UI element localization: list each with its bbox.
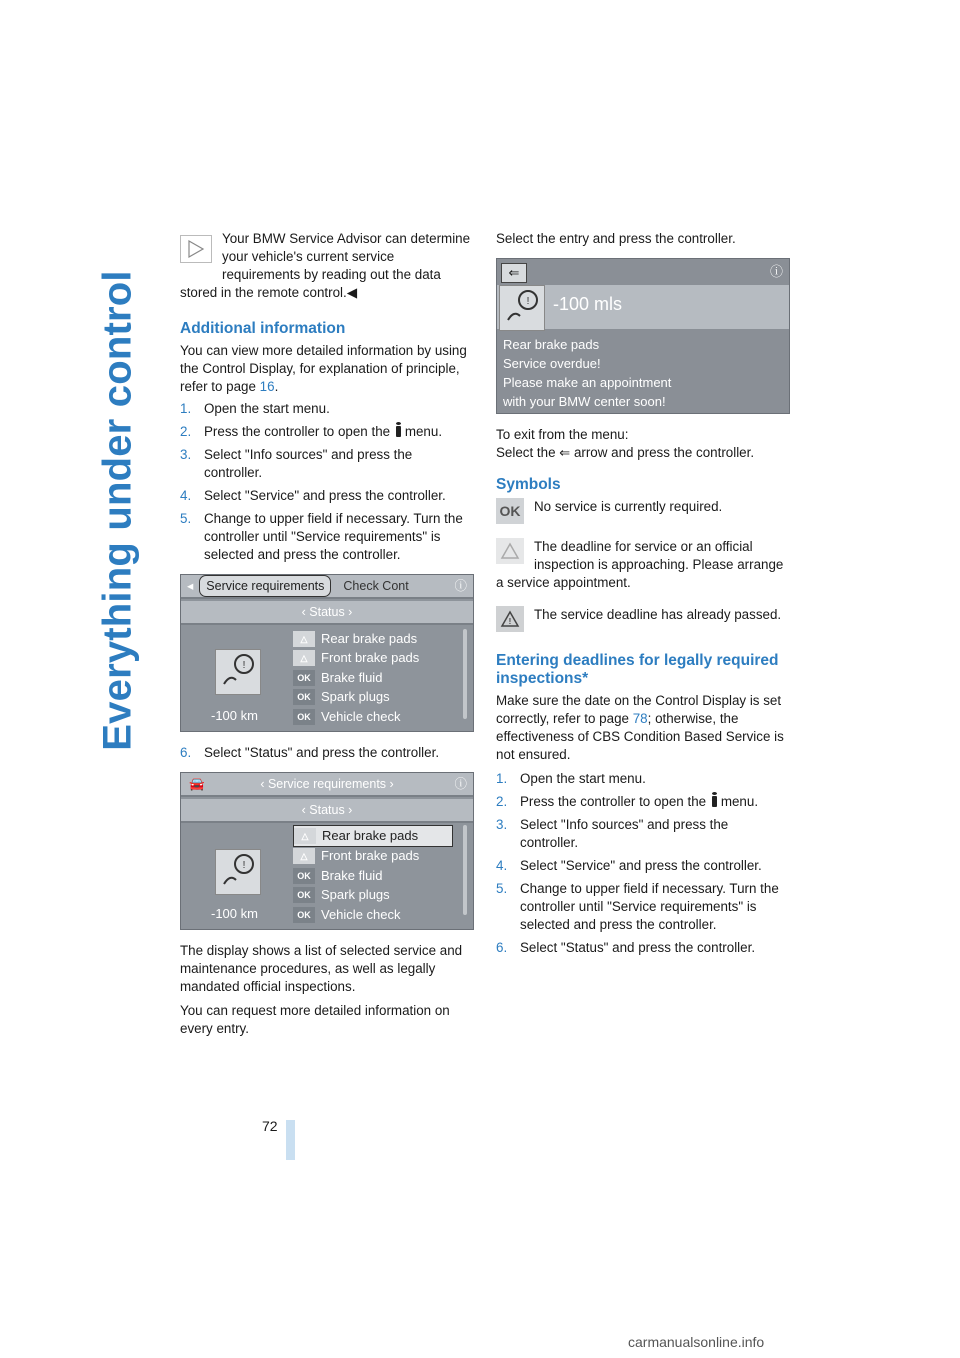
service-list [293,629,453,727]
list-item[interactable]: OK Brake fluid [293,668,453,688]
list-item[interactable]: △ Rear brake pads [293,629,453,649]
watermark: carmanualsonline.info [628,1334,765,1350]
steps-list-right [496,770,790,957]
paragraph-display-shows: The display shows a list of selected service and maintenance procedures, as well as legally mandated official inspections. [180,943,463,994]
ok-icon: OK [293,670,315,686]
status-selector[interactable]: ‹ Status › [301,803,353,817]
car-icon: 🚘 [189,777,205,791]
exit-menu-text: To exit from the menu: Select the ⇐ arrow and press the controller. [496,427,755,460]
list-item[interactable]: OK Brake fluid [293,866,453,886]
info-icon [712,796,717,807]
svg-text:!: ! [242,660,246,671]
warning-triangle-icon: △ [293,650,315,666]
list-item[interactable]: OK Vehicle check [293,905,453,925]
ok-icon: OK [293,709,315,725]
service-requirements-title: ‹ Service requirements › [260,777,394,791]
list-item: 4. Select "Service" and press the controller. [496,858,762,873]
list-item: 6. Select "Status" and press the controller. [496,940,756,955]
list-item[interactable]: △ Front brake pads [293,847,453,867]
warning-triangle-icon: △ [293,631,315,647]
ok-icon: OK [293,887,315,903]
list-item-selected[interactable]: △ Rear brake pads [293,825,453,847]
cbs-service-icon [215,849,261,895]
symbol-ok-row: OK No service is currently required. [496,498,790,528]
step-6-left [180,744,472,762]
right-column [496,230,790,962]
mileage-readout: -100 km [211,708,258,723]
list-item: 3. Select "Info sources" and press the controller. [180,447,413,480]
ok-symbol-icon: OK [496,498,524,524]
cbs-service-icon [215,649,261,695]
list-item: 2. Press the controller to open the menu. [180,424,443,439]
cbs-service-icon [499,285,545,331]
scrollbar[interactable] [463,825,467,915]
info-circle-icon: ⓘ [769,264,783,279]
control-display-screen-status [180,772,474,930]
symbol-overdue-row: ! The service deadline has already passed. [496,606,790,636]
info-icon [396,426,401,437]
heading-symbols: Symbols [496,476,561,493]
symbol-warning-row: The deadline for service or an official inspection is approaching. Please arrange a service appointment. [496,539,784,590]
intro-paragraph: You can view more detailed information by using the Control Display, for explanation of principle, refer to page 16. [180,343,467,394]
service-list [293,825,453,925]
mileage-readout: -100 km [211,906,258,921]
warning-triangle-icon: △ [293,848,315,864]
page-number-bar [286,1120,295,1160]
tab-check-control[interactable]: Check Cont [343,579,409,593]
left-column [180,230,472,1042]
status-selector[interactable]: ‹ Status › [301,605,353,619]
list-item[interactable]: △ Front brake pads [293,649,453,669]
list-item: 2. Press the controller to open the menu. [496,794,759,809]
heading-additional-information: Additional information [180,320,346,337]
ok-icon: OK [293,689,315,705]
list-item: 6. Select "Status" and press the controller. [180,745,440,760]
heading-entering-deadlines: Entering deadlines for legally required inspections* [496,652,779,687]
info-circle-icon: ⓘ [454,777,467,791]
grey-warning-triangle-icon [496,538,524,564]
ok-icon: OK [293,907,315,923]
page-ref-16[interactable]: 16 [259,379,275,394]
paragraph-request-more: You can request more detailed information on every entry. [180,1003,450,1036]
list-item: 5. Change to upper field if necessary. Turn the controller until "Service requirements" is selected and press the controller. [180,511,463,562]
deadlines-paragraph: Make sure the date on the Control Display is set correctly, refer to page 78; otherwise, the effectiveness of CBS Condition Based Service is not ensured. [496,693,784,762]
list-item: 4. Select "Service" and press the controller. [180,488,446,503]
detail-message: Rear brake pads Service overdue! Please make an appointment with your BMW center soon! [503,337,672,409]
list-item[interactable]: OK Spark plugs [293,688,453,708]
mileage-readout: -100 mls [553,294,623,314]
back-arrow-button[interactable]: ⇐ [501,263,527,283]
list-item[interactable]: OK Vehicle check [293,707,453,727]
svg-text:!: ! [526,296,530,307]
select-entry-text: Select the entry and press the controller. [496,231,736,246]
info-circle-icon: ⓘ [454,579,467,593]
left-arrow-icon: ◂ [187,579,194,593]
warning-triangle-icon: △ [294,828,316,844]
list-item: 1. Open the start menu. [180,401,330,416]
page-number: 72 [262,1118,278,1134]
list-item[interactable]: OK Spark plugs [293,886,453,906]
list-item: 3. Select "Info sources" and press the controller. [496,817,729,850]
side-chapter-title: Everything under control [95,269,140,751]
back-arrow-icon: ⇐ [559,445,571,460]
svg-text:!: ! [508,617,512,626]
note-triangle-icon [180,235,212,263]
ok-icon: OK [293,868,315,884]
dark-warning-triangle-icon [496,606,524,632]
control-display-screen-service-requirements [180,574,474,732]
page-ref-78[interactable]: 78 [632,711,648,726]
list-item: 1. Open the start menu. [496,771,646,786]
steps-list-left [180,400,472,564]
scrollbar[interactable] [463,629,467,719]
control-display-screen-detail [496,258,790,414]
svg-text:!: ! [242,860,246,871]
tab-service-requirements[interactable]: Service requirements [199,575,331,597]
list-item: 5. Change to upper field if necessary. Turn the controller until "Service requirements" is selected and press the controller. [496,881,779,932]
service-advisor-note: Your BMW Service Advisor can determine your vehicle's current service requirements by reading out the data stored in the remote control.◀ [180,231,471,300]
